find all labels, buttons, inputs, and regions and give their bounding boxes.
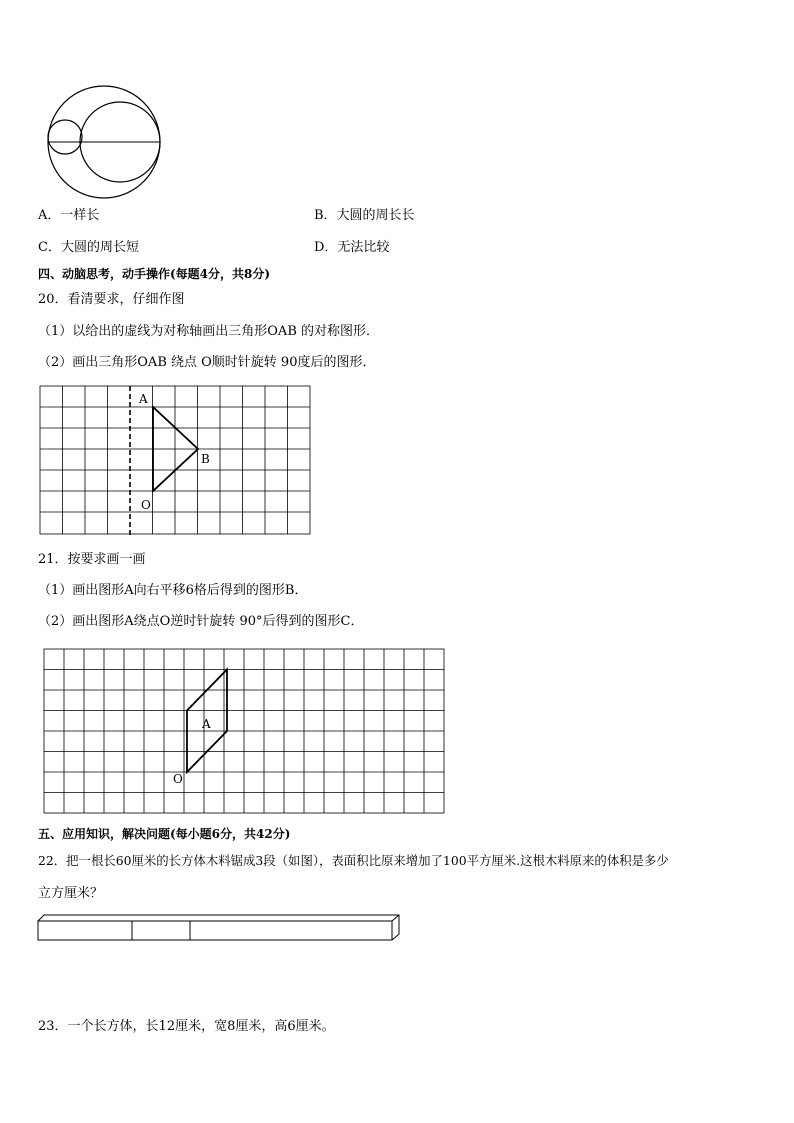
q20-item2: （2）画出三角形OAB 绕点 O顺时针旋转 90度后的图形． [38, 355, 376, 370]
q21-item2: （2）画出图形A绕点O逆时针旋转 90°后得到的图形C． [38, 614, 364, 629]
choice-a: A．一样长 [38, 208, 100, 223]
q20-label-b: B [201, 452, 210, 466]
section4-heading: 四、动脑思考，动手操作(每题4分，共8分) [38, 267, 271, 281]
q20-label-a: A [139, 392, 148, 406]
choice-d: D．无法比较 [314, 240, 390, 255]
q20-title: 20．看清要求，仔细作图 [38, 292, 185, 307]
q20-label-o: O [141, 498, 151, 512]
medium-circle [80, 102, 160, 182]
q23-text: 23．一个长方体，长12厘米，宽8厘米，高6厘米。 [38, 1019, 335, 1034]
triangle-oab [153, 407, 198, 491]
section5-heading: 五、应用知识，解决问题(每小题6分，共42分) [38, 827, 291, 841]
q21-item1: （1）画出图形A向右平移6格后得到的图形B． [38, 583, 308, 598]
big-circle [48, 86, 160, 198]
q22-line1: 22．把一根长60厘米的长方体木料锯成3段（如图），表面积比原来增加了100平方厘米.这根木料原来的体积是多少 [38, 853, 669, 868]
small-circle [48, 120, 82, 154]
q21-title: 21．按要求画一画 [38, 552, 146, 567]
choice-b: B．大圆的周长长 [314, 208, 415, 223]
q21-label-a: A [202, 717, 211, 731]
q20-item1: （1）以给出的虚线为对称轴画出三角形OAB 的对称图形． [38, 324, 380, 339]
q21-label-o: O [173, 772, 183, 786]
q22-line2: 立方厘米？ [38, 886, 104, 901]
choice-c: C．大圆的周长短 [38, 240, 139, 255]
